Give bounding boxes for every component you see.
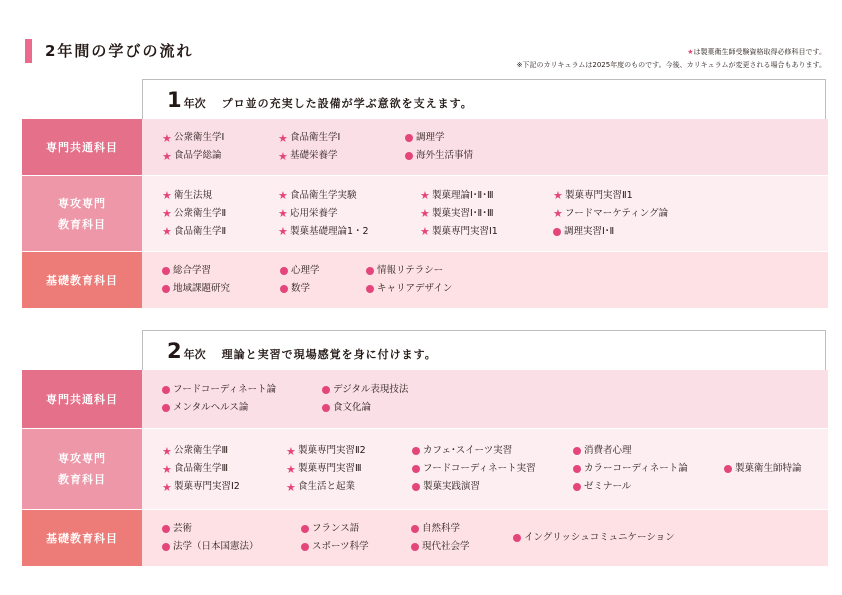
bullet-dot-icon bbox=[724, 465, 732, 473]
subject-name: 消費者心理 bbox=[584, 445, 632, 456]
subject-name: 地域課題研究 bbox=[173, 283, 231, 294]
subject-name: 調理学 bbox=[416, 132, 445, 143]
bullet-dot-icon bbox=[280, 285, 288, 293]
subject-name: 食品衛生学Ⅲ bbox=[174, 463, 229, 474]
year2-major-subjects bbox=[142, 429, 828, 509]
subject-item bbox=[366, 280, 486, 298]
subject-name: 公衆衛生学Ⅲ bbox=[174, 445, 229, 456]
star-icon: ★ bbox=[553, 207, 563, 220]
subject-column bbox=[162, 187, 278, 241]
subject-column bbox=[162, 129, 278, 165]
bullet-dot-icon bbox=[412, 447, 420, 455]
bullet-dot-icon bbox=[366, 285, 374, 293]
subject-item bbox=[573, 460, 724, 478]
subject-column bbox=[411, 520, 513, 556]
bullet-dot-icon bbox=[162, 267, 170, 275]
year2-common-label: 専門共通科目 bbox=[22, 370, 142, 428]
year1-number: 1 bbox=[167, 87, 182, 112]
subject-name: 食品衛生学Ⅱ bbox=[174, 225, 227, 237]
year2-number: 2 bbox=[167, 338, 182, 363]
subject-item bbox=[301, 520, 411, 538]
subject-item bbox=[366, 262, 486, 280]
subject-name: 製菓実習Ⅰ･Ⅱ･Ⅲ bbox=[432, 207, 494, 219]
subject-name: 製菓基礎理論1・2 bbox=[290, 225, 369, 237]
subject-name: フードコーディネート論 bbox=[173, 384, 277, 395]
subject-column bbox=[301, 520, 411, 556]
subject-item bbox=[322, 399, 442, 417]
subject-name: 心理学 bbox=[291, 265, 320, 276]
subject-column bbox=[162, 262, 280, 298]
subject-column bbox=[278, 129, 405, 165]
subject-name: キャリアデザイン bbox=[377, 283, 453, 294]
subject-item bbox=[322, 381, 442, 399]
subject-item bbox=[286, 478, 412, 496]
subject-column bbox=[162, 520, 301, 556]
bullet-dot-icon bbox=[322, 404, 330, 412]
star-icon: ★ bbox=[420, 189, 430, 202]
star-icon: ★ bbox=[420, 207, 430, 220]
year1-basic-label: 基礎教育科目 bbox=[22, 252, 142, 308]
subject-column bbox=[553, 187, 693, 241]
subject-name: 衛生法規 bbox=[174, 189, 213, 201]
subject-item bbox=[162, 262, 280, 280]
bullet-dot-icon bbox=[322, 386, 330, 394]
star-icon: ★ bbox=[278, 207, 288, 220]
subject-item bbox=[162, 187, 278, 205]
star-icon: ★ bbox=[278, 149, 288, 163]
subject-item bbox=[513, 529, 683, 547]
subject-item bbox=[405, 129, 505, 147]
year2-common-subjects bbox=[142, 370, 828, 428]
star-icon: ★ bbox=[286, 480, 296, 494]
subject-item bbox=[553, 223, 693, 241]
bullet-dot-icon bbox=[573, 447, 581, 455]
subject-name: カフェ･スイーツ実習 bbox=[423, 445, 513, 456]
subject-name: 製菓理論Ⅰ･Ⅱ･Ⅲ bbox=[432, 189, 494, 201]
year1-major-subjects bbox=[142, 176, 828, 251]
subject-name: カラーコーディネート論 bbox=[584, 463, 688, 474]
subject-name: ゼミナール bbox=[584, 481, 632, 492]
subject-item bbox=[162, 205, 278, 223]
subject-item bbox=[301, 538, 411, 556]
bullet-dot-icon bbox=[411, 525, 419, 533]
note-required-text: は製菓衛生師受験資格取得必修科目です。 bbox=[693, 48, 826, 56]
bullet-dot-icon bbox=[573, 483, 581, 491]
subject-name: 食品学総論 bbox=[174, 150, 222, 161]
subject-item bbox=[162, 460, 286, 478]
subject-item bbox=[420, 205, 553, 223]
year2-header bbox=[142, 330, 826, 370]
bullet-dot-icon bbox=[301, 525, 309, 533]
subject-name: 数学 bbox=[291, 283, 311, 294]
star-icon: ★ bbox=[286, 462, 296, 476]
subject-name: 応用栄養学 bbox=[290, 207, 338, 219]
subject-name: 基礎栄養学 bbox=[290, 150, 338, 161]
bullet-dot-icon bbox=[553, 228, 561, 236]
subject-name: フードコーディネート実習 bbox=[423, 463, 536, 474]
year1-major-label-line1: 専攻専門 bbox=[58, 196, 106, 210]
subject-column bbox=[573, 442, 724, 496]
year2-common-row bbox=[22, 370, 828, 428]
bullet-dot-icon bbox=[412, 483, 420, 491]
subject-name: 製菓専門実習Ⅱ2 bbox=[298, 445, 366, 456]
subject-item bbox=[573, 478, 724, 496]
subject-name: 製菓専門実習Ⅲ bbox=[298, 463, 362, 474]
subject-column bbox=[724, 460, 814, 478]
subject-name: 情報リテラシー bbox=[377, 265, 444, 276]
subject-name: 製菓実践演習 bbox=[423, 481, 481, 492]
subject-item bbox=[553, 187, 693, 205]
subject-name: スポーツ科学 bbox=[312, 541, 369, 552]
subject-item bbox=[412, 442, 573, 460]
bullet-dot-icon bbox=[162, 285, 170, 293]
subject-name: 芸術 bbox=[173, 523, 193, 534]
year2-major-label-line1: 専攻専門 bbox=[58, 452, 106, 465]
subject-item bbox=[162, 280, 280, 298]
subject-name: 現代社会学 bbox=[422, 541, 470, 552]
year1-common-subjects bbox=[142, 119, 828, 175]
bullet-dot-icon bbox=[162, 543, 170, 551]
subject-item bbox=[286, 460, 412, 478]
subject-column bbox=[513, 529, 683, 547]
star-icon: ★ bbox=[162, 189, 172, 202]
subject-name: 食品衛生学実験 bbox=[290, 189, 357, 201]
subject-item bbox=[553, 205, 693, 223]
subject-item bbox=[420, 223, 553, 241]
year1-major-label-line2: 教育科目 bbox=[58, 217, 106, 231]
bullet-dot-icon bbox=[162, 404, 170, 412]
subject-item bbox=[412, 460, 573, 478]
bullet-dot-icon bbox=[280, 267, 288, 275]
subject-name: 自然科学 bbox=[422, 523, 461, 534]
subject-name: イングリッシュコミュニケーション bbox=[524, 532, 675, 543]
subject-name: 製菓専門実習Ⅰ2 bbox=[174, 481, 240, 492]
subject-column bbox=[366, 262, 486, 298]
subject-column bbox=[286, 442, 412, 496]
year1-basic-subjects bbox=[142, 252, 828, 308]
subject-item bbox=[278, 205, 420, 223]
subject-item bbox=[278, 129, 405, 147]
subject-name: フードマーケティング論 bbox=[565, 207, 669, 219]
star-icon: ★ bbox=[286, 444, 296, 458]
year2-description: 理論と実習で現場感覚を身に付けます。 bbox=[221, 347, 437, 361]
note-curriculum-year: ※下記のカリキュラムは2025年度のものです。今後、カリキュラムが変更される場合もあります。 bbox=[516, 61, 826, 69]
year1-header bbox=[142, 79, 826, 119]
star-icon: ★ bbox=[162, 462, 172, 476]
year2-basic-row bbox=[22, 510, 828, 566]
bullet-dot-icon bbox=[411, 543, 419, 551]
subject-item bbox=[405, 147, 505, 165]
star-icon: ★ bbox=[278, 189, 288, 202]
subject-column bbox=[278, 187, 420, 241]
bullet-dot-icon bbox=[301, 543, 309, 551]
subject-column bbox=[162, 442, 286, 496]
subject-column bbox=[405, 129, 505, 165]
subject-name: メンタルヘルス論 bbox=[173, 402, 249, 413]
year1-common-row bbox=[22, 119, 828, 175]
year1-basic-row bbox=[22, 252, 828, 308]
subject-name: 食文化論 bbox=[333, 402, 372, 413]
subject-name: デジタル表現技法 bbox=[333, 384, 409, 395]
bullet-dot-icon bbox=[162, 525, 170, 533]
year1-unit: 年次 bbox=[183, 96, 206, 110]
year2-major-label-line2: 教育科目 bbox=[58, 473, 106, 486]
subject-item bbox=[278, 223, 420, 241]
subject-item bbox=[162, 381, 322, 399]
subject-column bbox=[162, 381, 322, 417]
subject-item bbox=[280, 280, 366, 298]
bullet-dot-icon bbox=[412, 465, 420, 473]
subject-item bbox=[412, 478, 573, 496]
bullet-dot-icon bbox=[366, 267, 374, 275]
year1-common-label: 専門共通科目 bbox=[22, 119, 142, 175]
subject-name: 法学（日本国憲法） bbox=[173, 541, 259, 552]
subject-item bbox=[162, 520, 301, 538]
star-icon: ★ bbox=[162, 225, 172, 238]
subject-item bbox=[411, 520, 513, 538]
subject-item bbox=[278, 147, 405, 165]
subject-item bbox=[724, 460, 814, 478]
page-title: 2年間の学びの流れ bbox=[45, 42, 194, 60]
year2-basic-label: 基礎教育科目 bbox=[22, 510, 142, 566]
year2-major-row bbox=[22, 429, 828, 509]
subject-name: フランス語 bbox=[312, 523, 360, 534]
subject-item bbox=[162, 478, 286, 496]
subject-name: 海外生活事情 bbox=[416, 150, 474, 161]
star-icon: ★ bbox=[420, 225, 430, 238]
subject-name: 公衆衛生学Ⅰ bbox=[174, 132, 225, 143]
subject-item bbox=[162, 442, 286, 460]
title-accent-bar bbox=[25, 39, 32, 63]
subject-name: 製菓衛生師特論 bbox=[735, 463, 802, 474]
subject-name: 総合学習 bbox=[173, 265, 212, 276]
subject-name: 食生活と起業 bbox=[298, 481, 356, 492]
year1-description: プロ並の充実した設備が学ぶ意欲を支えます。 bbox=[221, 96, 473, 110]
bullet-dot-icon bbox=[162, 386, 170, 394]
bullet-dot-icon bbox=[573, 465, 581, 473]
note-required-subjects bbox=[687, 47, 826, 57]
year1-major-row bbox=[22, 176, 828, 251]
subject-column bbox=[412, 442, 573, 496]
star-icon: ★ bbox=[162, 480, 172, 494]
year2-unit: 年次 bbox=[183, 347, 206, 361]
subject-item bbox=[280, 262, 366, 280]
star-icon: ★ bbox=[687, 48, 694, 56]
star-icon: ★ bbox=[162, 444, 172, 458]
subject-item bbox=[420, 187, 553, 205]
subject-name: 食品衛生学Ⅰ bbox=[290, 132, 341, 143]
bullet-dot-icon bbox=[513, 534, 521, 542]
star-icon: ★ bbox=[162, 149, 172, 163]
subject-item bbox=[286, 442, 412, 460]
star-icon: ★ bbox=[162, 207, 172, 220]
subject-item bbox=[162, 147, 278, 165]
subject-name: 製菓専門実習Ⅰ1 bbox=[432, 225, 498, 237]
subject-item bbox=[162, 223, 278, 241]
subject-item bbox=[162, 538, 301, 556]
star-icon: ★ bbox=[553, 189, 563, 202]
subject-item bbox=[162, 129, 278, 147]
bullet-dot-icon bbox=[405, 152, 413, 160]
subject-column bbox=[280, 262, 366, 298]
subject-item bbox=[278, 187, 420, 205]
subject-column bbox=[322, 381, 442, 417]
bullet-dot-icon bbox=[405, 134, 413, 142]
subject-item bbox=[573, 442, 724, 460]
subject-name: 製菓専門実習Ⅱ1 bbox=[565, 189, 633, 201]
star-icon: ★ bbox=[278, 131, 288, 145]
star-icon: ★ bbox=[278, 225, 288, 238]
subject-item bbox=[411, 538, 513, 556]
subject-item bbox=[162, 399, 322, 417]
year2-major-label bbox=[22, 429, 142, 509]
year2-basic-subjects bbox=[142, 510, 828, 566]
star-icon: ★ bbox=[162, 131, 172, 145]
subject-name: 公衆衛生学Ⅱ bbox=[174, 207, 227, 219]
subject-column bbox=[420, 187, 553, 241]
year1-major-label bbox=[22, 176, 142, 251]
subject-name: 調理実習Ⅰ･Ⅱ bbox=[564, 225, 615, 237]
